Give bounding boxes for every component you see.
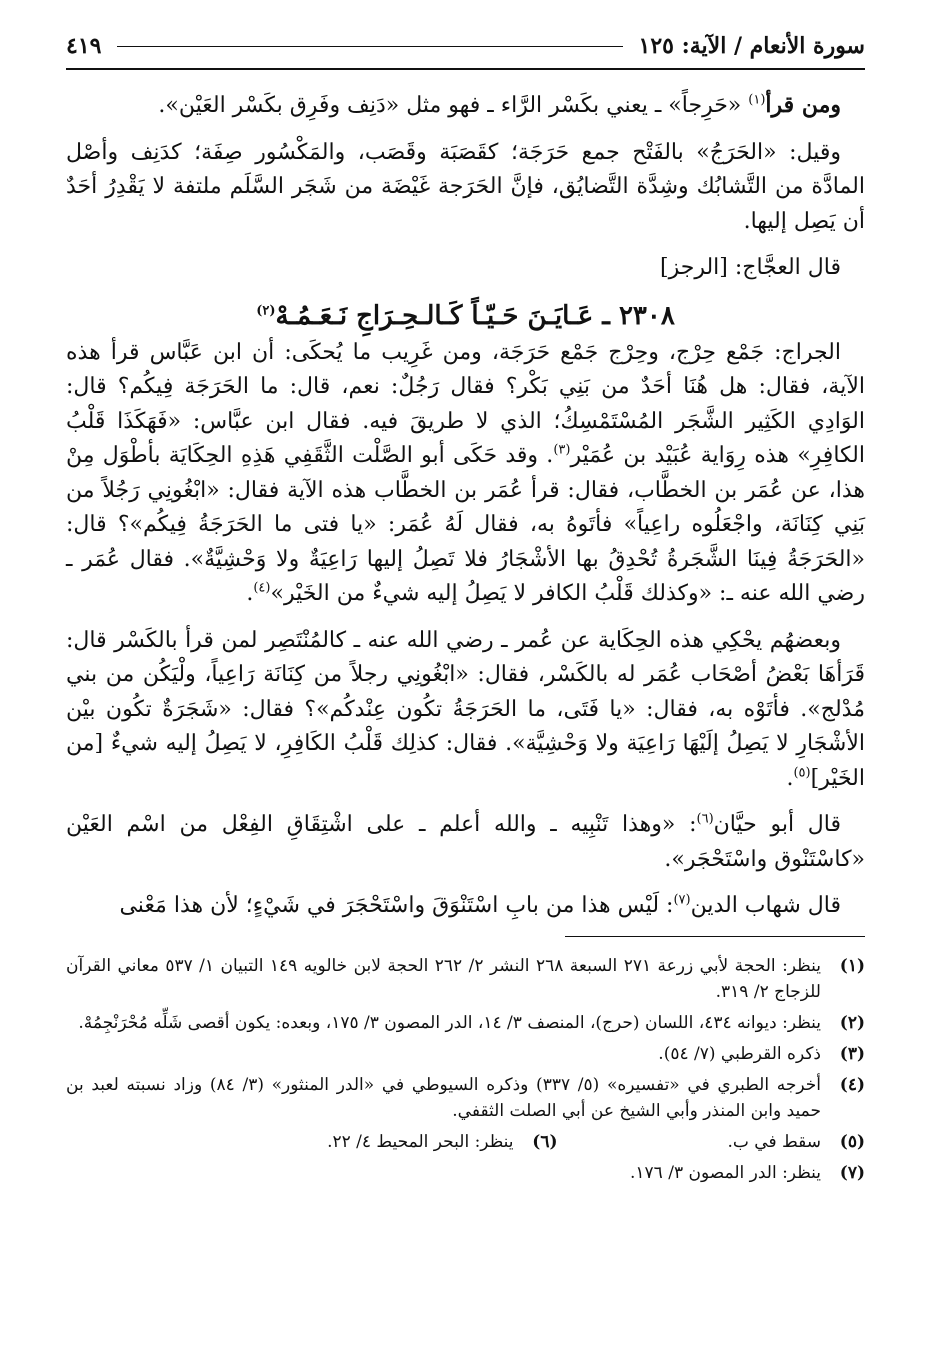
footnote-ref[interactable]: (٧) xyxy=(673,892,691,908)
paragraph-2: وقيل: «الحَرَجُ» بالفَتْح جمع حَرَجَة؛ كقَصَبَة وقَصَب، والمَكْسُور صِفَة؛ كدَنِف وأصْل المادَّة من التَّشابُك وشِدَّة التَّضايُق، فإنَّ الحَرَجة غَيْضَة من شَجَر السَّلَم ملتفة لا يَقْدِرُ أحَدٌ أن يَصِل إليها. xyxy=(66,139,865,234)
main-text xyxy=(66,88,865,924)
footnote-text: ينظر: البحر المحيط ٤/ ٢٢. xyxy=(327,1131,514,1152)
footnote-number: (١) xyxy=(839,955,865,976)
footnote-6 xyxy=(327,1129,557,1155)
paragraph-text: «حَرِجاً» ـ يعني بكَسْر الرَّاء ـ فهو مثل «دَنِف وفَرِق بكَسْر العَيْن». xyxy=(158,93,749,118)
footnote-divider xyxy=(565,936,865,937)
footnote-number: (٢) xyxy=(839,1012,865,1033)
footnotes xyxy=(66,953,865,1186)
footnote-number: (٦) xyxy=(532,1131,558,1152)
paragraph-lead: ومن قرأ xyxy=(765,92,841,118)
running-title: سورة الأنعام / الآية: ١٢٥ xyxy=(638,33,865,59)
header-rule xyxy=(117,46,622,47)
page-number: ٤١٩ xyxy=(66,33,102,59)
paragraph-4 xyxy=(66,336,865,612)
paragraph-text: وبعضهُم يحْكِي هذه الحِكَاية عن عُمر ـ رضي الله عنه ـ كالمُنْتَصِر لمن قرأ بالكَسْر قال: قَرَأهَا بَعْضُ أصْحَاب عُمَر له بالكَسْر، فقال: «ابْغُونِي رجلاً من كِنَانَة رَاعِياً، ولْيَكُن من بني مُدْلج». فأتَوْه به، فقال: «يا فَتَى، ما الحَرَجَةُ تكُون عِنْدكُم»؟ فقال: «شَجَرَةٌ تكُون بيْن الأشْجَارِ لا يَصِلُ إلَيْهَا رَاعِيَة ولا وَحْشِيَّة». فقال: كذلِك قَلْبُ الكَافِرِ، لا يَصِلُ إليه شيءٌ [من الخَيْر] xyxy=(66,627,865,791)
meter-label: قال العجَّاج: [الرجز] xyxy=(660,255,841,280)
verse-text: ٢٣٠٨ ـ عَـايَـنَ حَـيّـاً كَـالـحِـرَاجِ نَـعَـمُـهْ xyxy=(275,300,675,331)
paragraph-1 xyxy=(66,88,865,124)
paragraph-text: : «وهذا تَنْبِيه ـ والله أعلم ـ على اشْتِقَاقِ الفِعْل من اسْم العَيْن «كاسْتَنْوق واسْتَحْجَر». xyxy=(66,812,865,872)
footnote-7 xyxy=(66,1160,865,1186)
footnote-row-5-6 xyxy=(66,1129,865,1155)
paragraph-5 xyxy=(66,624,865,797)
poetry-verse xyxy=(66,296,865,336)
footnote-ref[interactable]: (١) xyxy=(748,92,766,108)
paragraph-7 xyxy=(66,889,865,924)
footnote-number: (٤) xyxy=(839,1074,865,1095)
footnote-text: سقط في ب. xyxy=(727,1131,821,1152)
footnote-number: (٥) xyxy=(839,1131,865,1152)
footnote-text: أخرجه الطبري في «تفسيره» (٥/ ٣٣٧) وذكره السيوطي في «الدر المنثور» (٣/ ٨٤) وزاد نسبته لعبد بن حميد وابن المنذر وأبي الشيخ عن أبي الصلت الثقفي. xyxy=(66,1074,821,1121)
footnote-text: ينظر: الدر المصون ٣/ ١٧٦. xyxy=(630,1162,821,1183)
footnote-text: ينظر: ديوانه ٤٣٤، اللسان (حرج)، المنصف ٣/ ١٤، الدر المصون ٣/ ١٧٥، وبعده: يكون أقصى شَلِّه مُحْرَنْجِمُهْ. xyxy=(78,1012,821,1033)
footnote-number: (٣) xyxy=(839,1043,865,1064)
paragraph-text: : لَيْس هذا من بابِ اسْتَنْوَقَ واسْتَحْجَرَ في شَيْءٍ؛ لأن هذا مَعْنى xyxy=(119,893,674,918)
paragraph-text: قال أبو حيَّان xyxy=(713,812,842,837)
footnote-ref[interactable]: (٤) xyxy=(253,580,271,596)
footnote-number: (٧) xyxy=(839,1162,865,1183)
footnote-ref[interactable]: (٥) xyxy=(793,765,811,781)
footnote-ref[interactable]: (٣) xyxy=(553,442,571,458)
footnote-5 xyxy=(728,1129,866,1155)
footnote-text: ذكره القرطبي (٧/ ٥٤). xyxy=(658,1043,821,1064)
footnote-1 xyxy=(66,953,865,1005)
paragraph-text: قال شهاب الدين xyxy=(690,893,841,918)
footnote-ref[interactable]: (٦) xyxy=(696,811,714,827)
footnote-2 xyxy=(66,1010,865,1036)
paragraph-text: . xyxy=(786,765,794,791)
footnote-ref[interactable]: (٢) xyxy=(256,302,276,318)
footnote-text: ينظر: الحجة لأبي زرعة ٢٧١ السبعة ٢٦٨ النشر ٢/ ٢٦٢ الحجة لابن خالويه ١٤٩ التبيان ١/ ٥٣٧ معاني القرآن للزجاج ٢/ ٣١٩. xyxy=(66,955,821,1002)
paragraph-text: . وقد حَكَى أبو الصَّلْت الثَّقَفِي هَذِهِ الحِكَايَة بأطْوَل مِنْ هذا، عن عُمَر بن الخطَّاب، فقال: قرأ عُمَر بن الخطَّاب هذه الآية فقال: «ابْغُونِي رَجُلاً من بَنِي كِنَانَة، واجْعَلُوه راعِياً» فأتَوهُ به، فقال لَهُ عُمَر: «يا فتى ما الحَرَجَةُ فِيكُم»؟ قال: «الحَرَجَةُ فِينَا الشَّجَرةُ تُحْدِقُ بها الأشْجَارُ فلا تَصِلُ إليها رَاعِيَةٌ ولا وَحْشِيَّةٌ». فقال عُمَر ـ رضي الله عنه ـ: «وكذلك قَلْبُ الكافر لا يَصِلُ إليه شيءٌ من الخَيْر» xyxy=(66,443,865,606)
page-header xyxy=(66,28,865,70)
footnote-4 xyxy=(66,1072,865,1124)
paragraph-text: . xyxy=(246,581,254,606)
paragraph-6 xyxy=(66,808,865,877)
footnote-3 xyxy=(66,1041,865,1067)
paragraph-text: الجراج: جَمْع حِرْج، وحِرْج جَمْع حَرَجَة، ومن غَرِيب ما يُحكَى: أن ابن عَبَّاس قرأ هذه الآية، فقال: هل هُنَا أحَدٌ من بَنِي بَكْر؟ فقال رَجُلٌ: نعم، قال: ما الحَرَجَة فِيكُم؟ قال: الوَادِي الكَثِير الشَّجَر المُسْتَمْسِكُ؛ الذي لا طريقَ فيه. فقال ابن عبَّاس: «فَهَكَذَا قَلْبُ الكافِرِ» هذه رِوَاية عُبَيْد بن عُمَيْر xyxy=(66,339,865,468)
